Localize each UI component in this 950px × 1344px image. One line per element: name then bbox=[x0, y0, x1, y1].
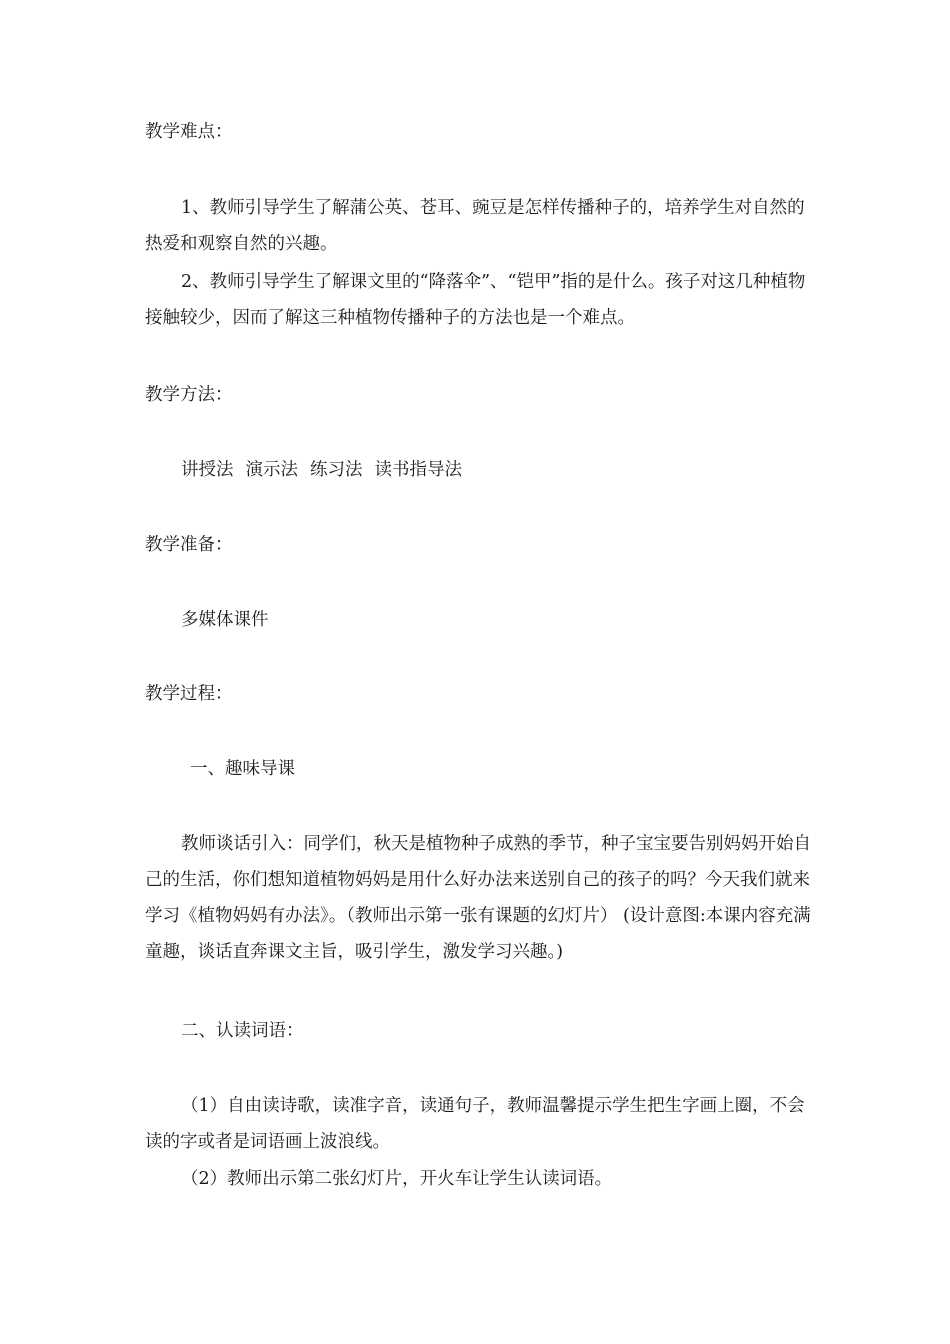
method-item: 练习法 bbox=[310, 460, 363, 480]
method-item: 读书指导法 bbox=[374, 460, 462, 480]
prep-item: 多媒体课件 bbox=[181, 610, 269, 630]
step1-title: 一、趣味导课 bbox=[190, 759, 295, 779]
step1-text: 教师谈话引入：同学们，秋天是植物种子成熟的季节，种子宝宝要告别妈妈开始自己的生活，你们想知道植物妈妈是用什么好办法来送别自己的孩子的吗？今天我们就来学习《植物妈妈有办法》。（教师出示第一张有课题的幻灯片） (设计意图:本课内容充满童趣，谈话直奔课文主旨，吸引学生，激发学习兴趣。) bbox=[145, 834, 811, 962]
difficulty-heading: 教学难点： bbox=[145, 122, 233, 142]
difficulty-item-2: 2、教师引导学生了解课文里的“降落伞”、“铠甲”指的是什么。孩子对这几种植物接触较少，因而了解这三种植物传播种子的方法也是一个难点。 bbox=[145, 272, 806, 328]
method-heading: 教学方法： bbox=[145, 385, 233, 405]
method-item: 演示法 bbox=[245, 460, 298, 480]
step2-item-1: （1）自由读诗歌，读准字音，读通句子，教师温馨提示学生把生字画上圈，不会读的字或者是词语画上波浪线。 bbox=[145, 1096, 805, 1152]
method-item: 讲授法 bbox=[181, 460, 234, 480]
step2-item-2: （2）教师出示第二张幻灯片，开火车让学生认读词语。 bbox=[181, 1169, 613, 1189]
process-heading: 教学过程： bbox=[145, 684, 233, 704]
prep-heading: 教学准备： bbox=[145, 535, 233, 555]
step2-title: 二、认读词语： bbox=[181, 1021, 304, 1041]
methods-list bbox=[145, 452, 817, 488]
difficulty-item-1: 1、教师引导学生了解蒲公英、苍耳、豌豆是怎样传播种子的，培养学生对自然的热爱和观察自然的兴趣。 bbox=[145, 198, 805, 254]
